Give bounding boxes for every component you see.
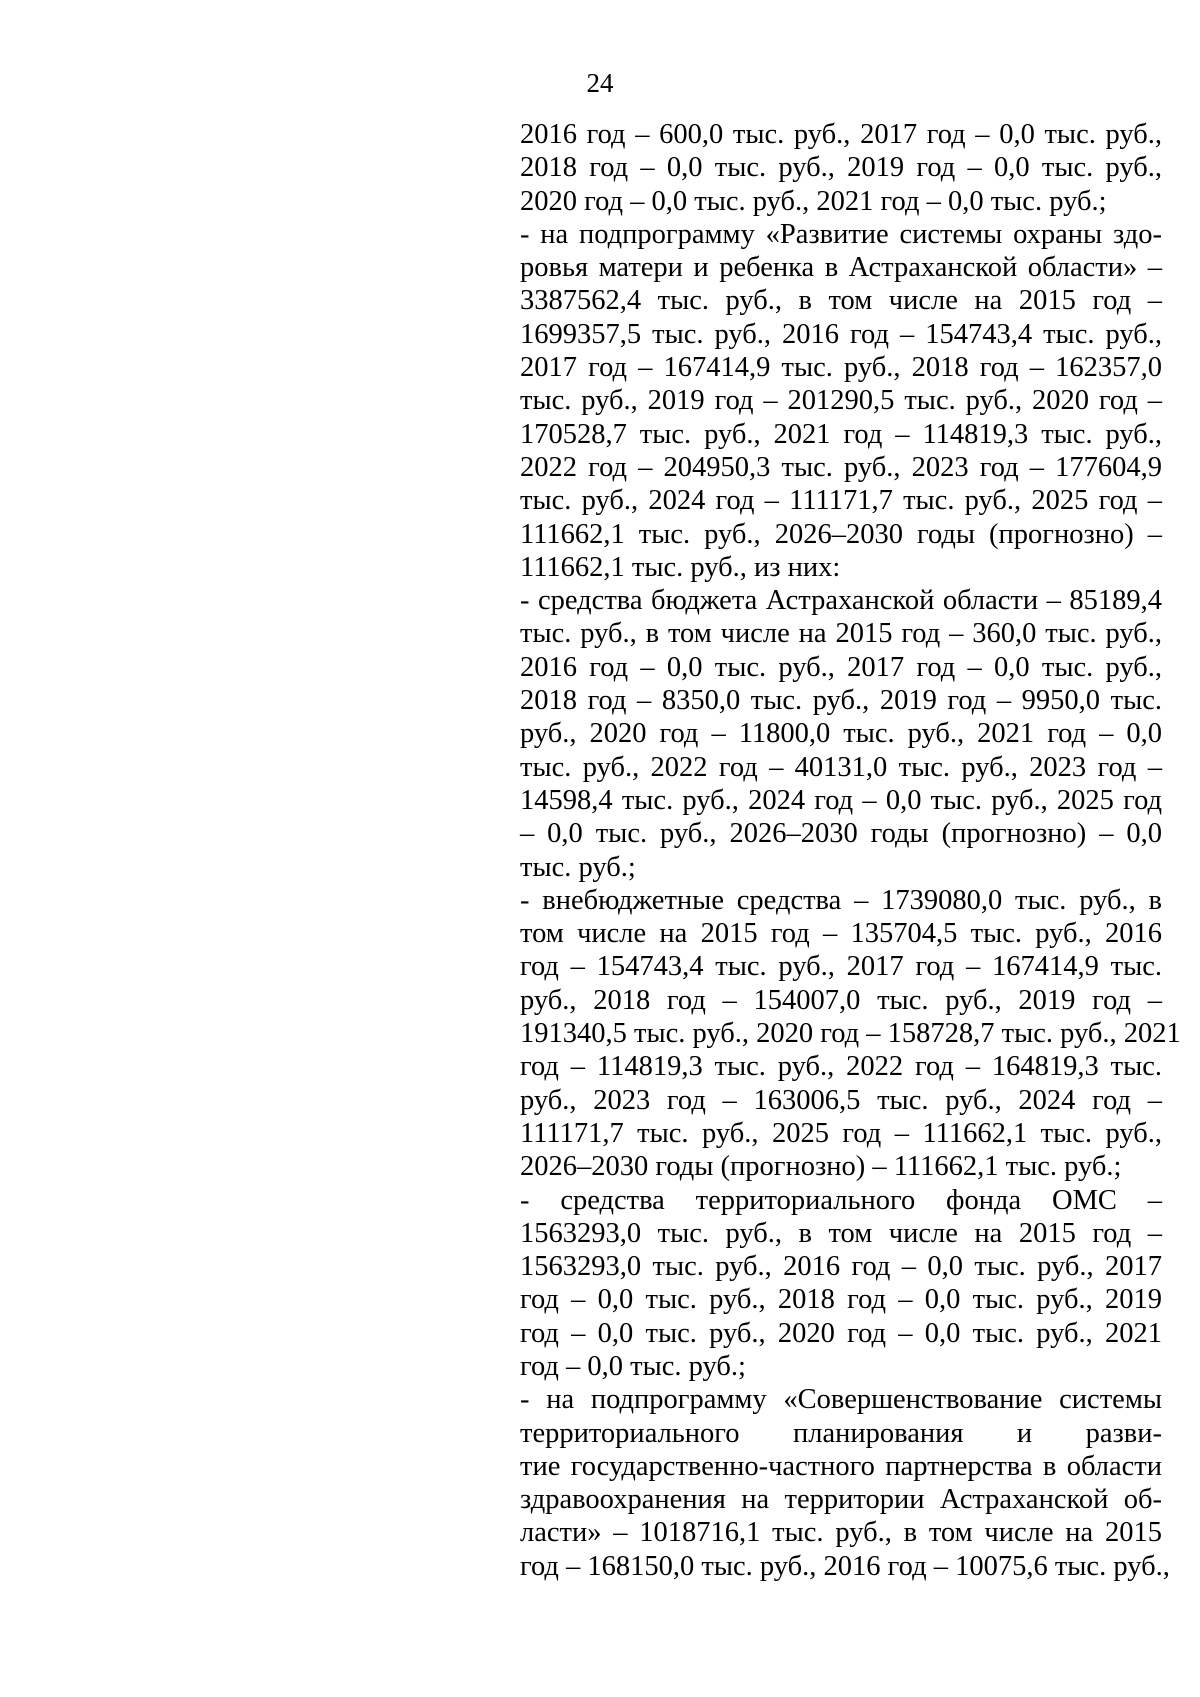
text-line: год – 0,0 тыс. руб., 2018 год – 0,0 тыс. руб., 2019 (520, 1284, 1162, 1316)
text-line: 3387562,4 тыс. руб., в том числе на 2015 год – (520, 285, 1162, 317)
text-line: руб., 2020 год – 11800,0 тыс. руб., 2021 год – 0,0 (520, 718, 1162, 750)
text-line: 170528,7 тыс. руб., 2021 год – 114819,3 тыс. руб., (520, 418, 1162, 450)
document-body (520, 118, 1181, 1583)
text-line: год – 114819,3 тыс. руб., 2022 год – 164819,3 тыс. (520, 1051, 1162, 1083)
text-line: 1563293,0 тыс. руб., в том числе на 2015 год – (520, 1217, 1162, 1249)
text-line: 2018 год – 8350,0 тыс. руб., 2019 год – 9950,0 тыс. (520, 685, 1162, 717)
text-line: – 0,0 тыс. руб., 2026–2030 годы (прогнозно) – 0,0 (520, 818, 1162, 850)
text-line: тие государственно-частного партнерства в области (520, 1450, 1162, 1482)
text-line: - средства бюджета Астраханской области – 85189,4 (520, 585, 1162, 617)
text-line: тыс. руб., 2022 год – 40131,0 тыс. руб., 2023 год – (520, 751, 1162, 783)
text-line: том числе на 2015 год – 135704,5 тыс. руб., 2016 (520, 918, 1162, 950)
text-line: 1699357,5 тыс. руб., 2016 год – 154743,4 тыс. руб., (520, 318, 1162, 350)
text-line: 2022 год – 204950,3 тыс. руб., 2023 год – 177604,9 (520, 451, 1162, 483)
text-line: 191340,5 тыс. руб., 2020 год – 158728,7 тыс. руб., 2021 (520, 1018, 1181, 1050)
page-number: 24 (586, 68, 614, 98)
text-line: территориального планирования и разви- (520, 1417, 1162, 1449)
text-line: 2018 год – 0,0 тыс. руб., 2019 год – 0,0 тыс. руб., (520, 152, 1162, 184)
text-line: тыс. руб., 2024 год – 111171,7 тыс. руб., 2025 год – (520, 485, 1162, 517)
text-line: - на подпрограмму «Развитие системы охраны здо- (520, 218, 1162, 250)
text-line: - на подпрограмму «Совершенствование системы (520, 1384, 1162, 1416)
text-line: год – 0,0 тыс. руб.; (520, 1350, 746, 1382)
text-line: руб., 2018 год – 154007,0 тыс. руб., 2019 год – (520, 984, 1162, 1016)
text-line: 111662,1 тыс. руб., из них: (520, 551, 841, 583)
text-line: - средства территориального фонда ОМС – (520, 1184, 1162, 1216)
text-line: 2016 год – 0,0 тыс. руб., 2017 год – 0,0 тыс. руб., (520, 651, 1162, 683)
text-line: год – 154743,4 тыс. руб., 2017 год – 167414,9 тыс. (520, 951, 1162, 983)
text-line: год – 0,0 тыс. руб., 2020 год – 0,0 тыс. руб., 2021 (520, 1317, 1162, 1349)
text-line: 111171,7 тыс. руб., 2025 год – 111662,1 тыс. руб., (520, 1117, 1162, 1149)
text-line: 2026–2030 годы (прогнозно) – 111662,1 тыс. руб.; (520, 1151, 1122, 1183)
text-line: тыс. руб.; (520, 851, 636, 883)
text-line: здравоохранения на территории Астраханской об- (520, 1484, 1162, 1516)
text-line: год – 168150,0 тыс. руб., 2016 год – 10075,6 тыс. руб., (520, 1550, 1170, 1582)
text-line: тыс. руб., 2019 год – 201290,5 тыс. руб., 2020 год – (520, 385, 1162, 417)
text-line: тыс. руб., в том числе на 2015 год – 360,0 тыс. руб., (520, 618, 1162, 650)
text-line: 14598,4 тыс. руб., 2024 год – 0,0 тыс. руб., 2025 год (520, 784, 1162, 816)
text-line: 2017 год – 167414,9 тыс. руб., 2018 год – 162357,0 (520, 352, 1162, 384)
text-line: ласти» – 1018716,1 тыс. руб., в том числе на 2015 (520, 1517, 1162, 1549)
text-line: 2020 год – 0,0 тыс. руб., 2021 год – 0,0 тыс. руб.; (520, 185, 1107, 217)
text-line: руб., 2023 год – 163006,5 тыс. руб., 2024 год – (520, 1084, 1162, 1116)
text-line: ровья матери и ребенка в Астраханской области» – (520, 252, 1162, 284)
text-line: 1563293,0 тыс. руб., 2016 год – 0,0 тыс. руб., 2017 (520, 1251, 1162, 1283)
text-line: 111662,1 тыс. руб., 2026–2030 годы (прогнозно) – (520, 518, 1162, 550)
text-line: 2016 год – 600,0 тыс. руб., 2017 год – 0,0 тыс. руб., (520, 119, 1162, 150)
text-line: - внебюджетные средства – 1739080,0 тыс. руб., в (520, 884, 1162, 916)
